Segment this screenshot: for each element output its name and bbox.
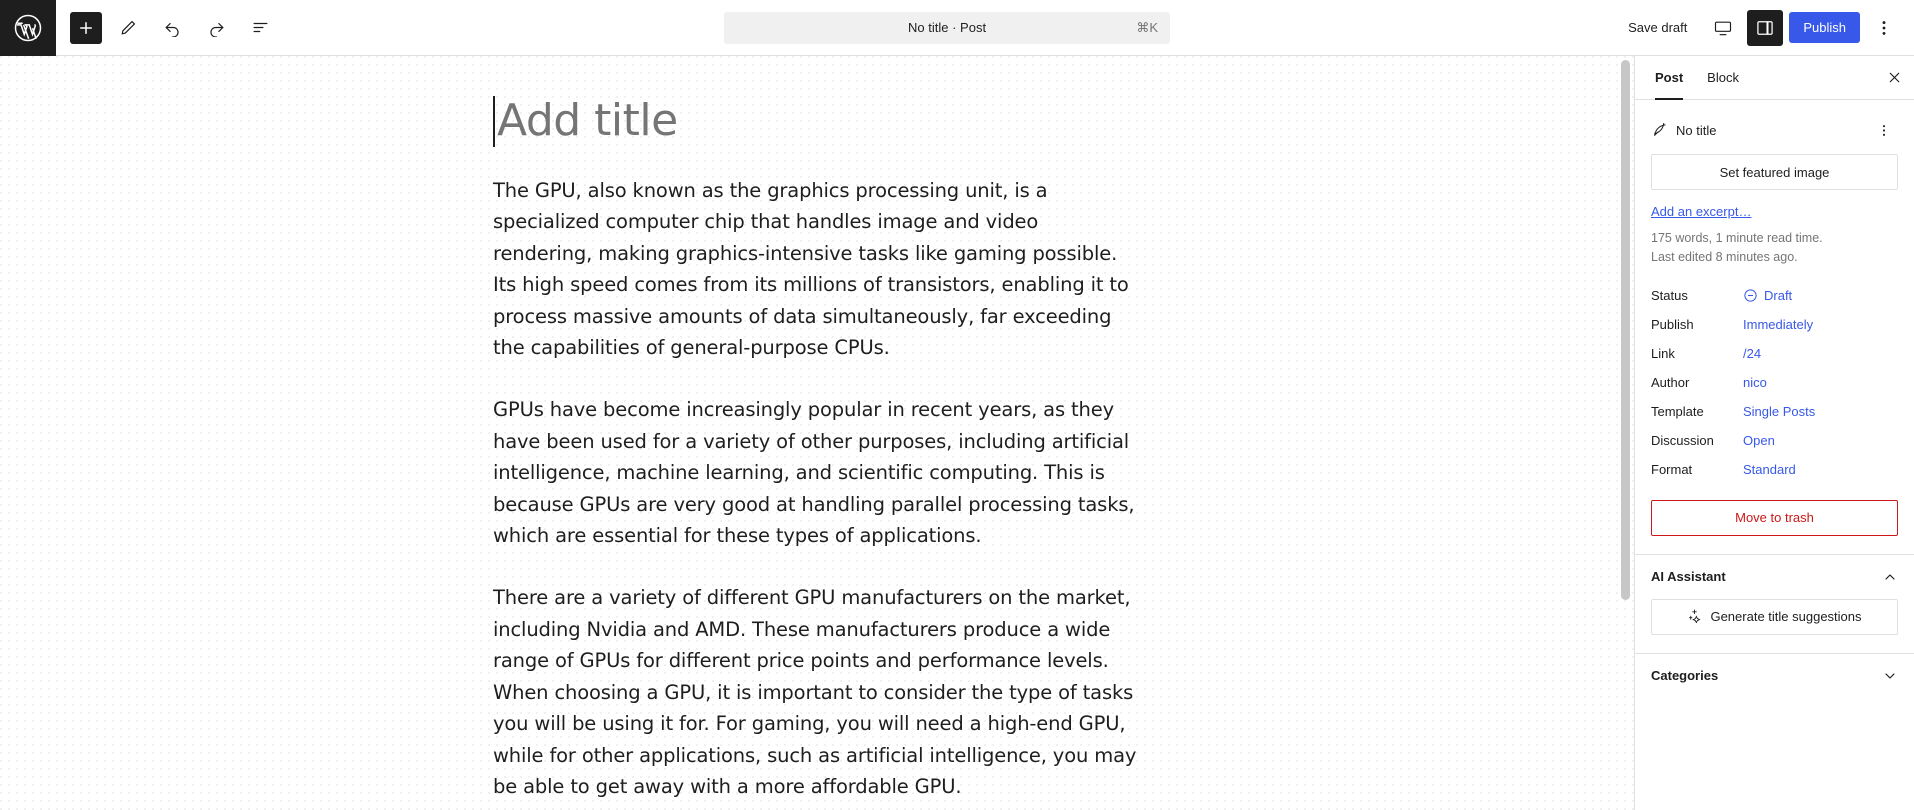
word-count-label: 175 words, 1 minute read time. (1651, 231, 1823, 245)
chevron-up-icon (1882, 569, 1898, 585)
add-excerpt-link[interactable]: Add an excerpt… (1651, 204, 1752, 219)
publish-button[interactable]: Publish (1789, 12, 1860, 43)
status-label: Status (1651, 287, 1688, 303)
document-overview-button[interactable] (242, 10, 278, 46)
paragraph-block[interactable]: GPUs have become increasingly popular in recent years, as they have been used for a variety of other purposes, including artificial intelligence, machine learning, and scientific computing. This is because GPUs are very good at handling parallel processing tasks, which are essential for these types of applications. (493, 398, 1135, 548)
redo-button[interactable] (198, 10, 234, 46)
row-publish (1651, 310, 1898, 339)
canvas-scrollbar[interactable] (1621, 56, 1630, 810)
publish-label: Publish (1651, 316, 1694, 332)
publish-value-button[interactable]: Immediately (1743, 316, 1814, 332)
tools-pencil-button[interactable] (110, 10, 146, 46)
editor-body (0, 56, 1914, 810)
document-bar[interactable] (724, 12, 1170, 44)
wordpress-logo-icon[interactable] (0, 0, 56, 56)
paragraph-block[interactable]: There are a variety of different GPU manufacturers on the market, including Nvidia and AMD. These manufacturers produce a wide range of GPUs for different price points and performance levels. When choosing a GPU, it is important to consider the type of tasks you will be using it for. For gaming, you will need a high-end GPU, while for other applications, such as artificial intelligence, you may be able to get away with a more affordable GPU. (493, 585, 1137, 799)
ai-assistant-panel-header[interactable] (1635, 554, 1914, 599)
format-value-button[interactable]: Standard (1743, 461, 1796, 477)
sidebar-summary-section (1635, 100, 1914, 267)
row-link (1651, 339, 1898, 368)
block-inserter-button[interactable] (70, 12, 102, 44)
editor-canvas[interactable] (0, 56, 1634, 810)
tab-post[interactable]: Post (1643, 56, 1695, 100)
row-status (1651, 281, 1898, 310)
document-bar-title: No title · Post (908, 20, 987, 35)
move-to-trash-button[interactable]: Move to trash (1651, 500, 1898, 536)
top-bar-left-tools (56, 10, 278, 46)
generate-title-suggestions-button[interactable] (1651, 599, 1898, 635)
kebab-menu-icon[interactable] (1866, 10, 1902, 46)
last-edited-label: Last edited 8 minutes ago. (1651, 249, 1798, 264)
sidebar-tabs (1635, 56, 1914, 100)
document-bar-container (278, 12, 1616, 44)
status-value-button[interactable] (1743, 288, 1792, 303)
generate-title-suggestions-label: Generate title suggestions (1710, 609, 1862, 624)
discussion-value-button[interactable]: Open (1743, 432, 1775, 448)
post-settings-sidebar (1634, 56, 1914, 810)
post-content (493, 56, 1141, 803)
template-value-button[interactable]: Single Posts (1743, 403, 1816, 419)
link-label: Link (1651, 345, 1675, 361)
save-draft-button[interactable]: Save draft (1616, 14, 1699, 41)
draft-status-icon (1743, 288, 1758, 303)
close-icon[interactable] (1878, 62, 1910, 94)
top-bar-right-tools (1616, 10, 1914, 46)
document-actions-kebab-icon[interactable] (1870, 116, 1898, 144)
undo-button[interactable] (154, 10, 190, 46)
post-quill-icon (1651, 122, 1668, 139)
row-format (1651, 455, 1898, 484)
categories-panel-header[interactable] (1635, 653, 1914, 698)
discussion-label: Discussion (1651, 432, 1714, 448)
document-title-label: No title (1676, 122, 1717, 138)
ai-assistant-title: AI Assistant (1651, 569, 1726, 584)
sparkle-icon (1687, 608, 1702, 626)
chevron-down-icon (1882, 668, 1898, 684)
canvas-scrollbar-thumb[interactable] (1621, 60, 1630, 600)
document-bar-shortcut: ⌘K (1136, 19, 1159, 35)
sidebar-toggle-icon[interactable] (1747, 10, 1783, 46)
sidebar-meta-rows (1635, 267, 1914, 484)
format-label: Format (1651, 461, 1693, 477)
document-summary-row (1651, 112, 1898, 154)
paragraph-block[interactable]: The GPU, also known as the graphics processing unit, is a specialized computer chip that handles image and video rendering, making graphics-intensive tasks like gaming possible. Its high speed comes from its millions of transistors, enabling it to process massive amounts of data simultaneously, far exceeding the capabilities of general-purpose CPUs. (493, 178, 1129, 360)
tab-block[interactable]: Block (1695, 56, 1751, 100)
template-label: Template (1651, 403, 1704, 419)
preview-desktop-icon[interactable] (1705, 10, 1741, 46)
author-label: Author (1651, 374, 1690, 390)
editor-top-bar (0, 0, 1914, 56)
post-title-input[interactable]: Add title (493, 96, 1141, 147)
set-featured-image-button[interactable]: Set featured image (1651, 154, 1898, 190)
link-value-button[interactable]: /24 (1743, 345, 1762, 361)
row-discussion (1651, 426, 1898, 455)
categories-title: Categories (1651, 668, 1719, 683)
row-author (1651, 368, 1898, 397)
row-template (1651, 397, 1898, 426)
status-value-label: Draft (1764, 287, 1793, 303)
author-value-button[interactable]: nico (1743, 374, 1767, 390)
